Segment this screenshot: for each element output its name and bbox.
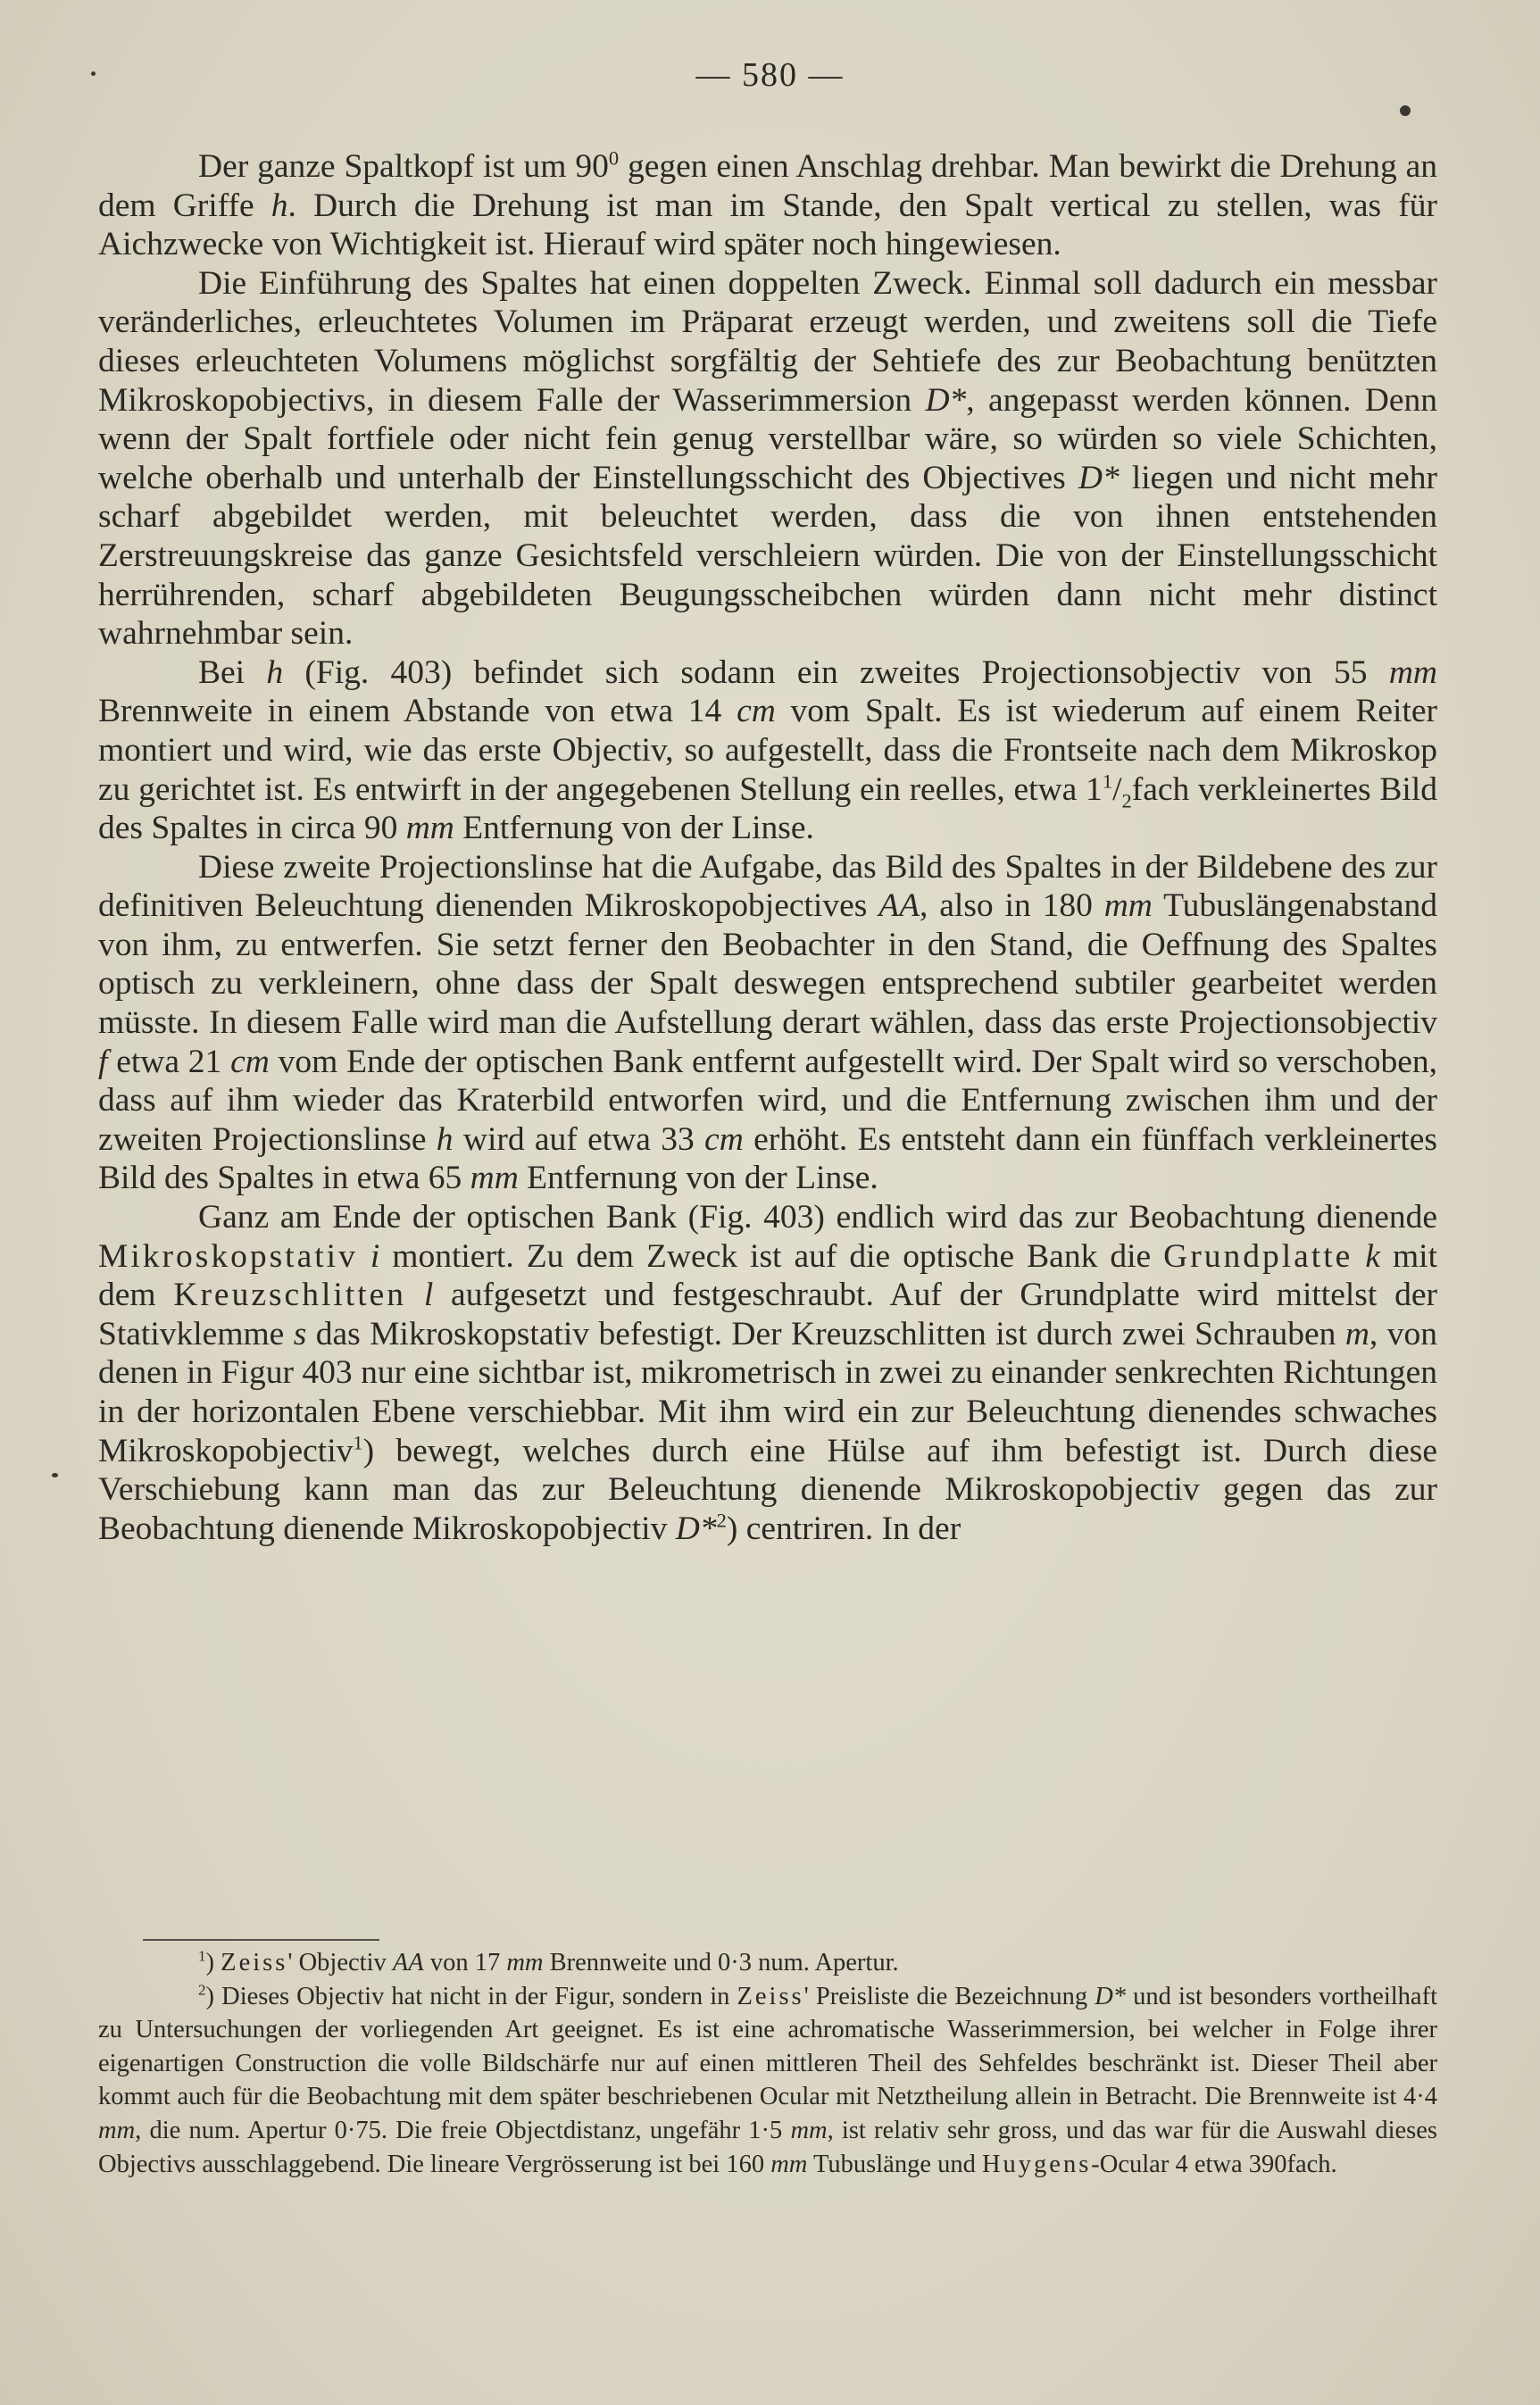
page-number: — 580 — <box>695 56 845 94</box>
paragraph-3: Bei h (Fig. 403) befindet sich sodann ein zweites Projectionsobjectiv von 55 mm Brennweite in einem Abstande von etwa 14 cm vom Spalt. Es ist wiederum auf einem Reiter montiert und wird, wie das erste Objectiv, so aufgestellt, dass die Frontseite nach dem Mikroskop zu gerichtet ist. Es entwirft in der angegebenen Stellung ein reelles, etwa $1^1/_2fach$ verkleinertes Bild des Spaltes in circa 90 mm Entfernung von der Linse. <box>98 653 1437 847</box>
paragraph-4: Diese zweite Projectionslinse hat die Aufgabe, das Bild des Spaltes in der Bildebene des zur definitiven Beleuchtung dienenden Mikroskopobjectives AA, also in 180 mm Tubuslängenabstand von ihm, zu entwerfen. Sie setzt ferner den Beobachter in den Stand, die Oeffnung des Spaltes optisch zu verkleinern, ohne dass der Spalt deswegen entsprechend subtiler gearbeitet werden müsste. In diesem Falle wird man die Aufstellung derart wählen, dass das erste Projectionsobjectiv f etwa 21 cm vom Ende der optischen Bank entfernt aufgestellt wird. Der Spalt wird so verschoben, dass auf ihm wieder das Kraterbild entworfen wird, und die Entfernung zwischen ihm und der zweiten Projectionslinse h wird auf etwa 33 cm erhöht. Es entsteht dann ein fünffach verkleinertes Bild des Spaltes in etwa 65 mm Entfernung von der Linse. <box>98 848 1438 1197</box>
speck-mark-top-right <box>1400 105 1411 116</box>
footnote-divider <box>143 1939 379 1941</box>
footnote-2: $^2$) Dieses Objectiv hat nicht in der Figur, sondern in Zeiss' Preisliste die Bezeichnung D* und ist besonders vortheilhaft zu Untersuchungen der vorliegenden Art geeignet. Es ist eine achromatische Wasserimmersion, bei welcher in Folge ihrer eigenartigen Construction die volle Bildschärfe nur auf einen mittleren Theil des Sehfeldes beschränkt ist. Dieser Theil aber kommt auch für die Beobachtung mit dem später beschriebenen Ocular mit Netztheilung allein in Betracht. Die Brennweite ist 4·4 mm, die num. Apertur 0·75. Die freie Objectdistanz, ungefähr 1·5 mm, ist relativ sehr gross, und das war für die Auswahl dieses Objectivs ausschlaggebend. Die lineare Vergrösserung ist bei 160 mm Tubuslänge und Huygens-Ocular 4 etwa 390fach. <box>98 1981 1437 2178</box>
paragraph-1: Der ganze Spaltkopf ist um $90^0$ gegen einen Anschlag drehbar. Man bewirkt die Drehung an dem Griffe h. Durch die Drehung ist man im Stande, den Spalt vertical zu stellen, was für Aichzwecke von Wichtigkeit ist. Hierauf wird später noch hingewiesen. <box>98 146 1438 263</box>
speck-mark-left-margin <box>52 1473 58 1477</box>
main-text <box>98 147 1437 1548</box>
footnotes <box>98 1946 1437 2181</box>
footnote-1: $^1$) Zeiss' Objectiv AA von 17 mm Brennweite und 0·3 num. Apertur. <box>198 1947 899 1976</box>
paragraph-2: Die Einführung des Spaltes hat einen doppelten Zweck. Einmal soll dadurch ein messbar veränderliches, erleuchtetes Volumen im Präparat erzeugt werden, und zweitens soll die Tiefe dieses erleuchteten Volumens möglichst sorgfältig der Sehtiefe des zur Beobachtung benützten Mikroskopobjectivs, in diesem Falle der Wasserimmersion D*, angepasst werden können. Denn wenn der Spalt fortfiele oder nicht fein genug verstellbar wäre, so würden so viele Schichten, welche oberhalb und unterhalb der Einstellungsschicht des Objectives D* liegen und nicht mehr scharf abgebildet werden, mit beleuchtet werden, dass die von ihnen entstehenden Zerstreuungskreise das ganze Gesichtsfeld verschleiern würden. Die von der Einstellungsschicht herrührenden, scharf abgebildeten Beugungsscheibchen würden dann nicht mehr distinct wahrnehmbar sein. <box>98 264 1437 653</box>
paragraph-5: Ganz am Ende der optischen Bank (Fig. 403) endlich wird das zur Beobachtung dienende Mikroskopstativ i montiert. Zu dem Zweck ist auf die optische Bank die Grundplatte k mit dem Kreuzschlitten l aufgesetzt und festgeschraubt. Auf der Grundplatte wird mittelst der Stativklemme s das Mikroskopstativ befestigt. Der Kreuzschlitten ist durch zwei Schrauben m, von denen in Figur 403 nur eine sichtbar ist, mikrometrisch in zwei zu einander senkrechten Richtungen in der horizontalen Ebene verschiebbar. Mit ihm wird ein zur Beleuchtung dienendes schwaches Mikroskopobjectiv$^1$) bewegt, welches durch eine Hülse auf ihm befestigt ist. Durch diese Verschiebung kann man das zur Beleuchtung dienende Mikroskopobjectiv gegen das zur Beobachtung dienende Mikroskopobjectiv D*$^2$) centriren. In der <box>98 1199 1437 1547</box>
